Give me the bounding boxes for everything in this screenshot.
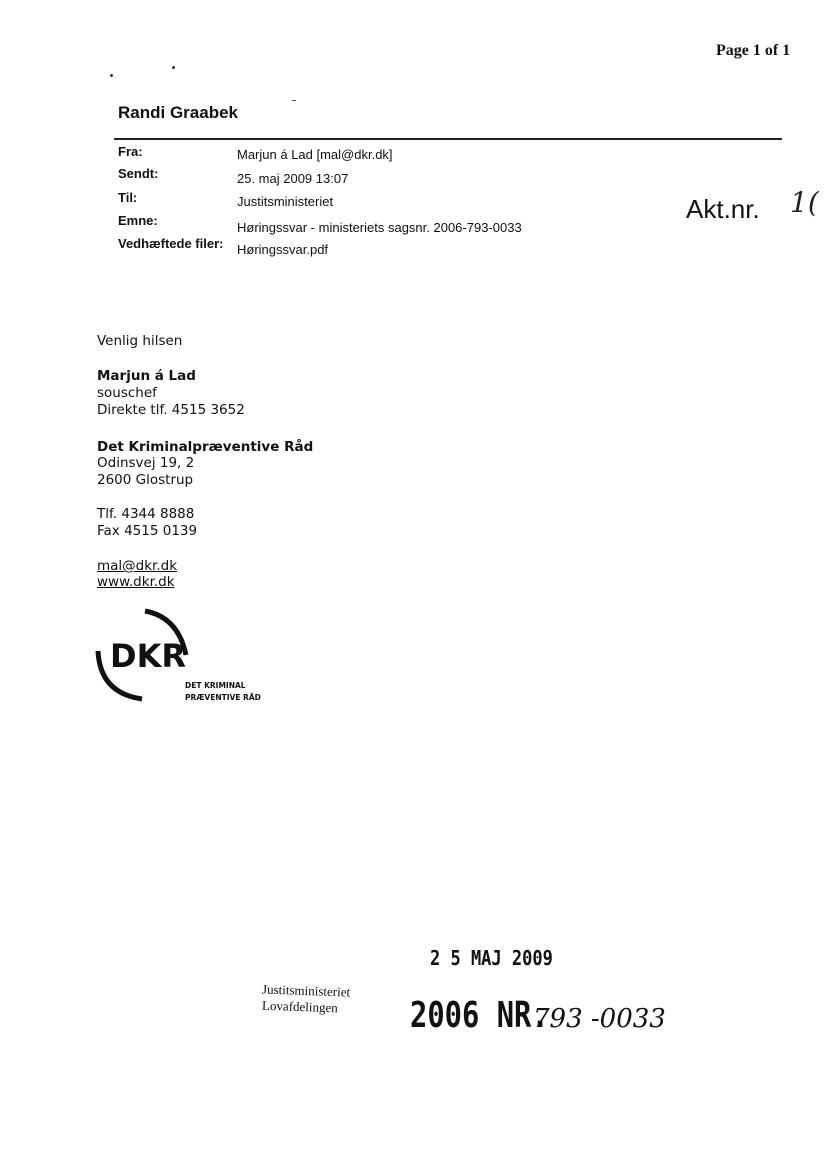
field-label-to: Til: [118,190,138,205]
stamp-ministry: Justitsministeriet [261,981,351,1000]
header-divider [114,138,782,140]
website-link[interactable]: www.dkr.dk [97,574,175,590]
stamp-department: Lovafdelingen [261,997,339,1016]
field-value-to: Justitsministeriet [237,194,334,209]
logo-letters: DKR [110,637,186,675]
direct-phone: Direkte tlf. 4515 3652 [97,402,245,418]
dkr-logo [92,605,282,715]
phone-number: Tlf. 4344 8888 [97,506,195,522]
stamp-date: 2 5 MAJ 2009 [430,946,553,970]
akt-number-handwritten: 1( [790,186,819,219]
greeting: Venlig hilsen [97,333,183,349]
fax-number: Fax 4515 0139 [97,523,198,539]
organization-name: Det Kriminalpræventive Råd [97,439,314,455]
field-value-sent: 25. maj 2009 13:07 [237,171,349,186]
scan-speck [292,100,296,101]
logo-caption-line2: PRÆVENTIVE RÅD [185,693,261,702]
address-street: Odinsvej 19, 2 [97,455,195,471]
address-city: 2600 Glostrup [97,472,194,488]
field-label-sent: Sendt: [118,166,159,181]
stamp-case-number: 2006 NR. [410,995,549,1036]
field-label-from: Fra: [118,144,143,159]
scan-speck [172,66,175,69]
field-label-attachments: Vedhæftede filer: [118,236,224,251]
field-value-from: Marjun á Lad [mal@dkr.dk] [237,147,393,162]
page-indicator: Page 1 of 1 [716,42,791,59]
akt-number-label: Akt.nr. [686,194,760,224]
sender-name: Randi Graabek [118,103,238,122]
scan-speck [110,74,113,77]
field-value-attachments: Høringssvar.pdf [237,242,329,257]
field-value-subject: Høringssvar - ministeriets sagsnr. 2006-793-0033 [237,220,522,235]
signature-name: Marjun á Lad [97,368,196,384]
signature-title: souschef [97,385,157,401]
stamp-case-number-handwritten: 793 -0033 [533,1004,666,1034]
email-link[interactable]: mal@dkr.dk [97,558,178,574]
field-label-subject: Emne: [118,213,158,228]
logo-caption-line1: DET KRIMINAL [185,681,246,690]
